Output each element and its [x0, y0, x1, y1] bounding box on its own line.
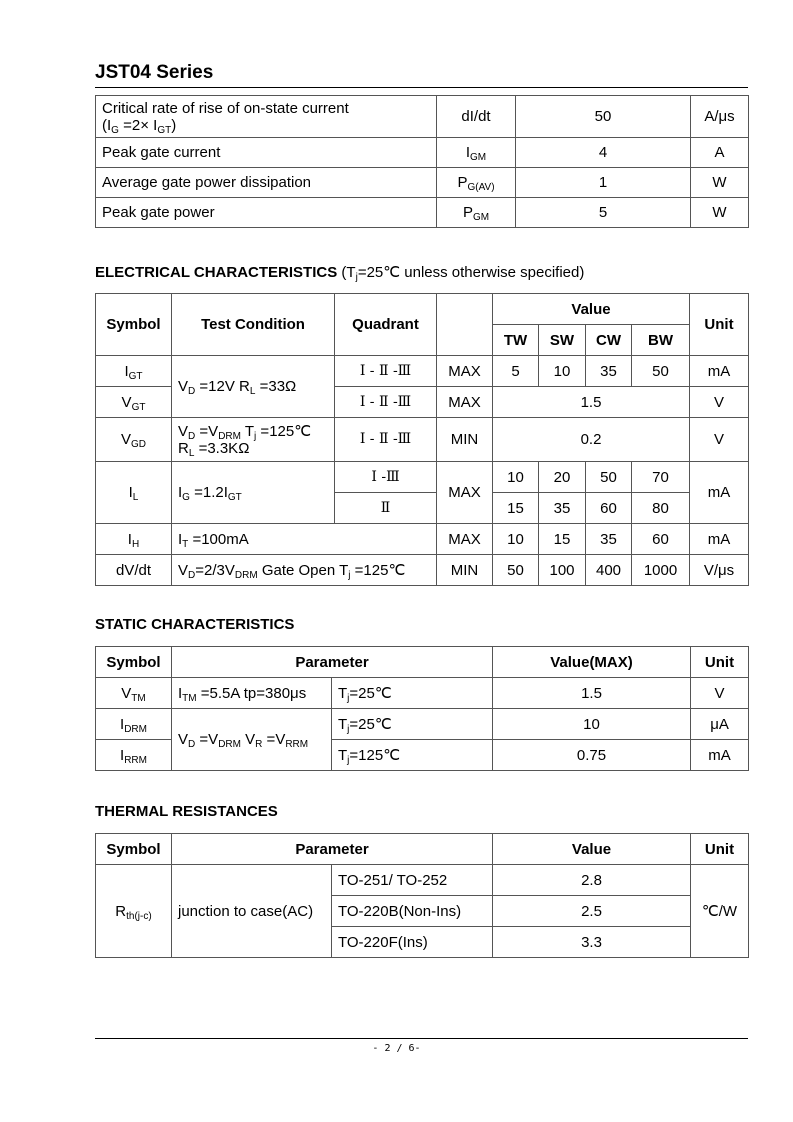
condition-cell — [172, 555, 437, 586]
unit-cell: mA — [690, 524, 749, 555]
col-header-quadrant: Quadrant — [335, 294, 437, 356]
cond-text: I — [178, 684, 183, 702]
limit-cell: MIN — [437, 418, 493, 462]
cond-text: =V — [262, 731, 286, 748]
symbol-cell — [96, 865, 172, 958]
value-cell: 100 — [539, 555, 586, 586]
subscript: DRM — [234, 569, 258, 581]
cond-text: =5.5A tp=380μs — [196, 684, 307, 702]
condition-cell — [172, 524, 437, 555]
section-title-static: STATIC CHARACTERISTICS — [95, 616, 295, 633]
table-header-row — [96, 294, 749, 325]
subscript: RRM — [124, 754, 147, 766]
subscript: G — [111, 124, 119, 136]
table-row — [96, 418, 749, 462]
col-header-value: Value(MAX) — [493, 647, 691, 678]
value-cell: 35 — [586, 356, 632, 387]
symbol-cell — [96, 709, 172, 740]
cond-text: =125℃ — [350, 561, 406, 579]
col-header-cw: CW — [586, 325, 632, 356]
col-header-value: Value — [493, 834, 691, 865]
cond-text: =33Ω — [255, 378, 297, 395]
condition-cell — [172, 709, 332, 771]
subscript: D — [188, 386, 196, 397]
ratings-table — [95, 95, 749, 228]
limit-cell: MAX — [437, 356, 493, 387]
unit-cell: V — [690, 418, 749, 462]
section-title-text: ELECTRICAL CHARACTERISTICS — [95, 264, 338, 281]
cond-text: =100mA — [188, 530, 249, 548]
subscript: GT — [157, 124, 172, 136]
parameter-cell: junction to case(AC) — [172, 865, 332, 958]
package-cell: TO-220B(Non-Ins) — [332, 896, 493, 927]
page-title: JST04 Series — [95, 62, 214, 83]
col-header-tw: TW — [493, 325, 539, 356]
col-header-parameter: Parameter — [172, 647, 493, 678]
value-cell: 10 — [493, 462, 539, 493]
value-cell: 80 — [632, 493, 690, 524]
subscript: T — [182, 538, 189, 550]
symbol-cell — [437, 138, 516, 168]
subscript: GM — [470, 152, 487, 163]
limit-cell: MIN — [437, 555, 493, 586]
value-cell: 5 — [516, 198, 691, 228]
symbol-text: I — [120, 715, 125, 733]
value-cell: 4 — [516, 138, 691, 168]
unit-cell: mA — [690, 462, 749, 524]
symbol-text: V — [120, 431, 131, 448]
unit-cell: V — [690, 387, 749, 418]
value-cell: 10 — [539, 356, 586, 387]
section-note — [341, 264, 584, 281]
subscript: D — [188, 430, 196, 442]
unit-cell: W — [691, 198, 749, 228]
symbol-text: I — [127, 530, 132, 548]
subscript: RRM — [285, 739, 309, 750]
section-title-thermal: THERMAL RESISTANCES — [95, 803, 278, 820]
symbol-text: V — [121, 684, 132, 702]
col-header-unit: Unit — [690, 294, 749, 356]
col-header-symbol: Symbol — [96, 647, 172, 678]
value-cell: 1.5 — [493, 387, 690, 418]
subscript: L — [249, 386, 256, 397]
param-text: =2× I — [118, 116, 158, 134]
value-cell: 50 — [493, 555, 539, 586]
symbol-cell — [96, 418, 172, 462]
page-number: - 2 / 6- — [372, 1043, 421, 1054]
col-header-parameter: Parameter — [172, 834, 493, 865]
value-cell: 2.5 — [493, 896, 691, 927]
param-cell: Average gate power dissipation — [96, 168, 437, 198]
col-header-sw: SW — [539, 325, 586, 356]
cond-text: =125℃ — [256, 422, 312, 440]
subscript: GT — [128, 370, 143, 382]
col-header-unit: Unit — [691, 834, 749, 865]
subscript: DRM — [218, 430, 241, 442]
unit-cell: mA — [690, 356, 749, 387]
value-cell: 5 — [493, 356, 539, 387]
unit-cell: mA — [691, 740, 749, 771]
subscript: GM — [472, 212, 490, 223]
col-header-value: Value — [493, 294, 690, 325]
value-cell: 50 — [586, 462, 632, 493]
table-header-row — [96, 834, 749, 865]
cond-text: =V — [195, 422, 219, 440]
symbol-cell — [96, 356, 172, 387]
cond-text: =125℃ — [349, 746, 401, 764]
table-row — [96, 678, 749, 709]
value-cell: 20 — [539, 462, 586, 493]
value-cell: 10 — [493, 524, 539, 555]
table-row — [96, 462, 749, 493]
value-cell: 70 — [632, 462, 690, 493]
section-title-electrical — [95, 263, 584, 281]
unit-cell: V/μs — [690, 555, 749, 586]
cond-text: =2/3V — [195, 561, 235, 579]
symbol-cell — [96, 462, 172, 524]
value-cell: 35 — [586, 524, 632, 555]
symbol-text: I — [120, 746, 125, 764]
note-text: (T — [341, 264, 356, 281]
cond-text: T — [240, 422, 255, 440]
cond-text: V — [178, 731, 189, 748]
package-cell: TO-220F(Ins) — [332, 927, 493, 958]
value-cell: 0.75 — [493, 740, 691, 771]
subscript: GT — [131, 401, 146, 413]
subscript: TM — [131, 692, 146, 704]
thermal-table — [95, 833, 749, 958]
condition-cell — [172, 678, 332, 709]
value-cell: 3.3 — [493, 927, 691, 958]
symbol-cell: dV/dt — [96, 555, 172, 586]
subscript: L — [188, 447, 195, 459]
col-header-symbol: Symbol — [96, 294, 172, 356]
symbol-text: P — [462, 204, 473, 221]
symbol-cell — [96, 387, 172, 418]
value-cell: 15 — [539, 524, 586, 555]
subscript: j — [347, 754, 350, 766]
cond-text: I — [178, 484, 183, 501]
subscript: GD — [131, 439, 146, 450]
subscript: j — [355, 272, 358, 283]
package-cell: TO-251/ TO-252 — [332, 865, 493, 896]
cond-text: T — [338, 684, 348, 702]
table-row — [96, 168, 749, 198]
electrical-table — [95, 293, 749, 586]
param-text: Critical rate of rise of on-state current — [102, 99, 349, 117]
symbol-cell: dI/dt — [437, 96, 516, 138]
value-cell: 50 — [516, 96, 691, 138]
value-cell: 400 — [586, 555, 632, 586]
table-header-row — [96, 647, 749, 678]
quadrant-cell: Ⅱ — [335, 493, 437, 524]
value-cell: 60 — [632, 524, 690, 555]
table-row — [96, 356, 749, 387]
col-header-bw: BW — [632, 325, 690, 356]
symbol-cell — [437, 168, 516, 198]
quadrant-cell: Ⅰ -Ⅲ — [335, 462, 437, 493]
unit-cell: A/μs — [691, 96, 749, 138]
cond-text: V — [178, 422, 189, 440]
cond-text: =25℃ — [349, 715, 392, 733]
symbol-cell — [96, 740, 172, 771]
value-cell: 1000 — [632, 555, 690, 586]
limit-cell: MAX — [437, 387, 493, 418]
table-row — [96, 96, 749, 138]
subscript: G — [182, 492, 190, 503]
symbol-text: I — [124, 362, 129, 380]
condition-cell — [332, 678, 493, 709]
quadrant-cell: Ⅰ - Ⅱ -Ⅲ — [335, 387, 437, 418]
static-table — [95, 646, 749, 771]
symbol-text: I — [465, 144, 471, 161]
subscript: D — [188, 739, 196, 750]
table-row — [96, 555, 749, 586]
unit-cell: A — [691, 138, 749, 168]
subscript: j — [347, 692, 350, 704]
table-row — [96, 865, 749, 896]
subscript: G(AV) — [467, 182, 495, 193]
condition-cell — [172, 462, 335, 524]
param-cell: Peak gate power — [96, 198, 437, 228]
symbol-cell — [96, 678, 172, 709]
symbol-text: V — [121, 393, 132, 411]
param-cell: Peak gate current — [96, 138, 437, 168]
cond-text: =25℃ — [349, 684, 392, 702]
value-cell: 0.2 — [493, 418, 690, 462]
subscript: DRM — [124, 723, 147, 735]
cond-text: V — [240, 731, 256, 748]
subscript: TM — [182, 692, 197, 704]
symbol-text: I — [128, 484, 133, 501]
header-rule — [95, 87, 748, 88]
unit-cell: μA — [691, 709, 749, 740]
value-cell: 50 — [632, 356, 690, 387]
unit-cell: ℃/W — [691, 865, 749, 958]
subscript: j — [347, 723, 350, 735]
param-cell — [96, 96, 437, 138]
col-header-unit: Unit — [691, 647, 749, 678]
subscript: R — [255, 739, 263, 750]
symbol-cell — [437, 198, 516, 228]
subscript: L — [132, 492, 139, 503]
col-header-limit — [437, 294, 493, 356]
cond-text: =3.3KΩ — [194, 439, 250, 457]
table-row — [96, 524, 749, 555]
symbol-text: R — [115, 902, 127, 920]
subscript: DRM — [218, 739, 241, 750]
condition-cell — [172, 418, 335, 462]
col-header-symbol: Symbol — [96, 834, 172, 865]
table-row — [96, 198, 749, 228]
value-cell: 15 — [493, 493, 539, 524]
quadrant-cell: Ⅰ - Ⅱ -Ⅲ — [335, 356, 437, 387]
quadrant-cell: Ⅰ - Ⅱ -Ⅲ — [335, 418, 437, 462]
value-cell: 2.8 — [493, 865, 691, 896]
symbol-cell — [96, 524, 172, 555]
cond-text: T — [338, 746, 348, 764]
value-cell: 1.5 — [493, 678, 691, 709]
note-text: =25℃ unless otherwise specified) — [357, 264, 585, 281]
condition-cell — [332, 709, 493, 740]
param-text: (I — [102, 116, 112, 134]
value-cell: 35 — [539, 493, 586, 524]
limit-cell: MAX — [437, 462, 493, 524]
cond-text: =V — [195, 731, 219, 748]
value-cell: 10 — [493, 709, 691, 740]
condition-cell — [172, 356, 335, 418]
cond-text: V — [178, 561, 189, 579]
value-cell: 60 — [586, 493, 632, 524]
cond-text: V — [178, 378, 189, 395]
col-header-condition: Test Condition — [172, 294, 335, 356]
subscript: GT — [227, 492, 242, 503]
cond-text: Gate Open T — [257, 561, 349, 579]
subscript: j — [254, 430, 257, 442]
value-cell: 1 — [516, 168, 691, 198]
condition-cell — [332, 740, 493, 771]
unit-cell: W — [691, 168, 749, 198]
unit-cell: V — [691, 678, 749, 709]
subscript: D — [188, 569, 196, 581]
cond-text: T — [338, 715, 348, 733]
cond-text: =1.2I — [189, 484, 228, 501]
param-text: ) — [171, 116, 177, 134]
cond-text: =12V R — [195, 378, 250, 395]
symbol-text: P — [457, 174, 468, 191]
subscript: th(j-c) — [126, 910, 152, 922]
subscript: H — [131, 538, 140, 550]
subscript: j — [348, 569, 351, 581]
table-row — [96, 138, 749, 168]
limit-cell: MAX — [437, 524, 493, 555]
table-row — [96, 709, 749, 740]
footer-rule — [95, 1038, 748, 1039]
cond-text: R — [178, 439, 189, 457]
cond-text: I — [178, 530, 183, 548]
